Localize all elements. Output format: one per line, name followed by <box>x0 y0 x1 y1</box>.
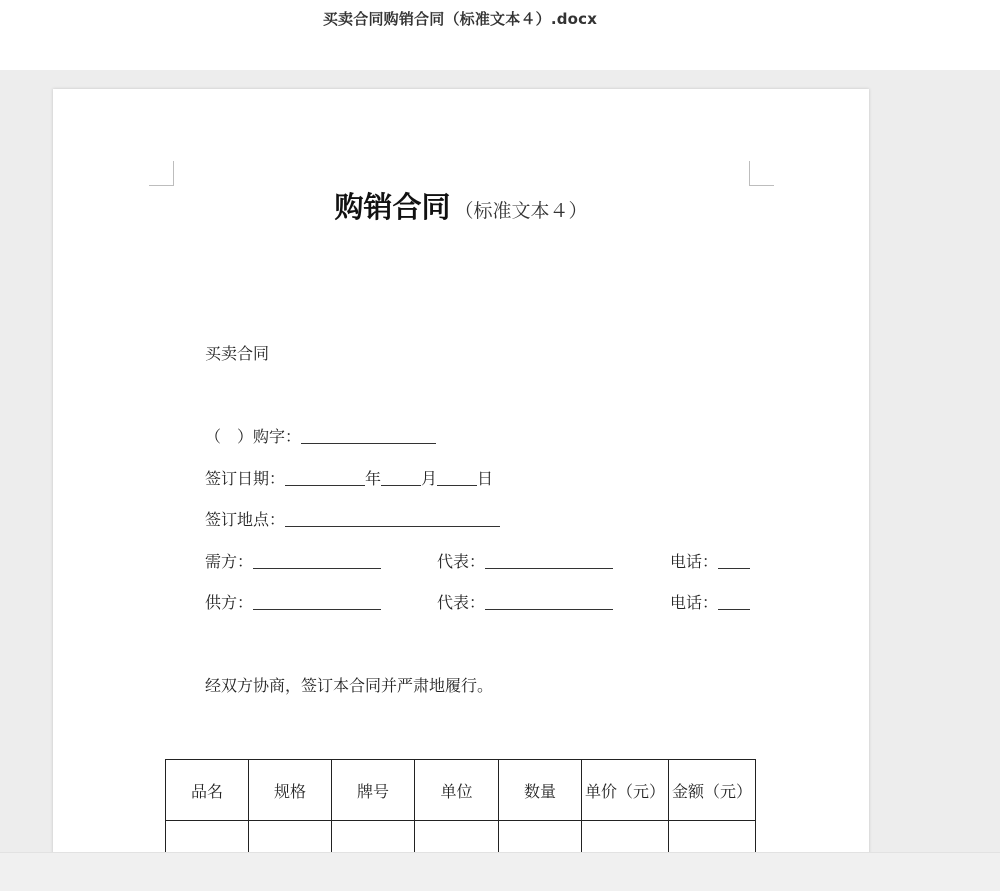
table-cell[interactable] <box>166 821 249 853</box>
document-title-sub: （标准文本４） <box>454 200 588 222</box>
seller-rep-field <box>437 592 613 614</box>
buyer-rep-label: 代表： <box>437 552 486 571</box>
buyer-field <box>205 551 381 573</box>
table-header-cell: 品名 <box>166 760 249 821</box>
seller-blank[interactable] <box>253 594 381 610</box>
contract-name: 买卖合同 <box>205 344 270 363</box>
purchase-ref-label: （ ）购字： <box>205 427 302 446</box>
seller-phone-field <box>670 592 750 614</box>
crop-mark-top-left <box>149 161 174 186</box>
table-header-cell: 单价（元） <box>582 760 669 821</box>
title-bar <box>0 0 1000 70</box>
purchase-ref-blank[interactable] <box>301 428 436 444</box>
table-header-row <box>166 760 756 821</box>
table-cell[interactable] <box>669 821 756 853</box>
seller-field <box>205 592 381 614</box>
sign-place-label: 签订地点： <box>205 510 286 529</box>
buyer-rep-field <box>437 551 613 573</box>
sign-date-line <box>205 468 493 490</box>
sign-day-label: 日 <box>477 469 494 488</box>
goods-table <box>165 759 756 852</box>
seller-phone-blank[interactable] <box>718 594 750 610</box>
table-cell[interactable] <box>415 821 499 853</box>
document-canvas[interactable] <box>0 70 1000 852</box>
seller-label: 供方： <box>205 593 254 612</box>
buyer-label: 需方： <box>205 552 254 571</box>
table-cell[interactable] <box>249 821 332 853</box>
buyer-phone-field <box>670 551 750 573</box>
seller-phone-label: 电话： <box>670 593 719 612</box>
sign-day-blank[interactable] <box>437 470 477 486</box>
buyer-phone-label: 电话： <box>670 552 719 571</box>
seller-rep-blank[interactable] <box>485 594 613 610</box>
buyer-blank[interactable] <box>253 553 381 569</box>
table-cell[interactable] <box>499 821 582 853</box>
crop-mark-top-right <box>749 161 774 186</box>
table-row <box>166 821 756 853</box>
sign-place-line <box>205 509 500 531</box>
table-header-cell: 数量 <box>499 760 582 821</box>
table-cell[interactable] <box>582 821 669 853</box>
document-page[interactable] <box>53 89 869 852</box>
sign-month-blank[interactable] <box>381 470 421 486</box>
document-title <box>53 185 869 226</box>
table-header-cell: 牌号 <box>332 760 415 821</box>
sign-year-label: 年 <box>365 469 382 488</box>
table-header-cell: 规格 <box>249 760 332 821</box>
purchase-ref-line <box>205 426 436 448</box>
table-header-cell: 单位 <box>415 760 499 821</box>
sign-date-label: 签订日期： <box>205 469 286 488</box>
table-header-cell: 金额（元） <box>669 760 756 821</box>
buyer-rep-blank[interactable] <box>485 553 613 569</box>
seller-rep-label: 代表： <box>437 593 486 612</box>
sign-place-blank[interactable] <box>285 511 500 527</box>
agreement-text: 经双方协商，签订本合同并严肃地履行。 <box>205 676 494 695</box>
buyer-phone-blank[interactable] <box>718 553 750 569</box>
status-bar <box>0 852 1000 891</box>
document-title-main: 购销合同 <box>334 190 451 224</box>
sign-year-blank[interactable] <box>285 470 365 486</box>
sign-month-label: 月 <box>421 469 438 488</box>
file-title: 买卖合同购销合同（标准文本４）.docx <box>322 10 598 28</box>
table-cell[interactable] <box>332 821 415 853</box>
